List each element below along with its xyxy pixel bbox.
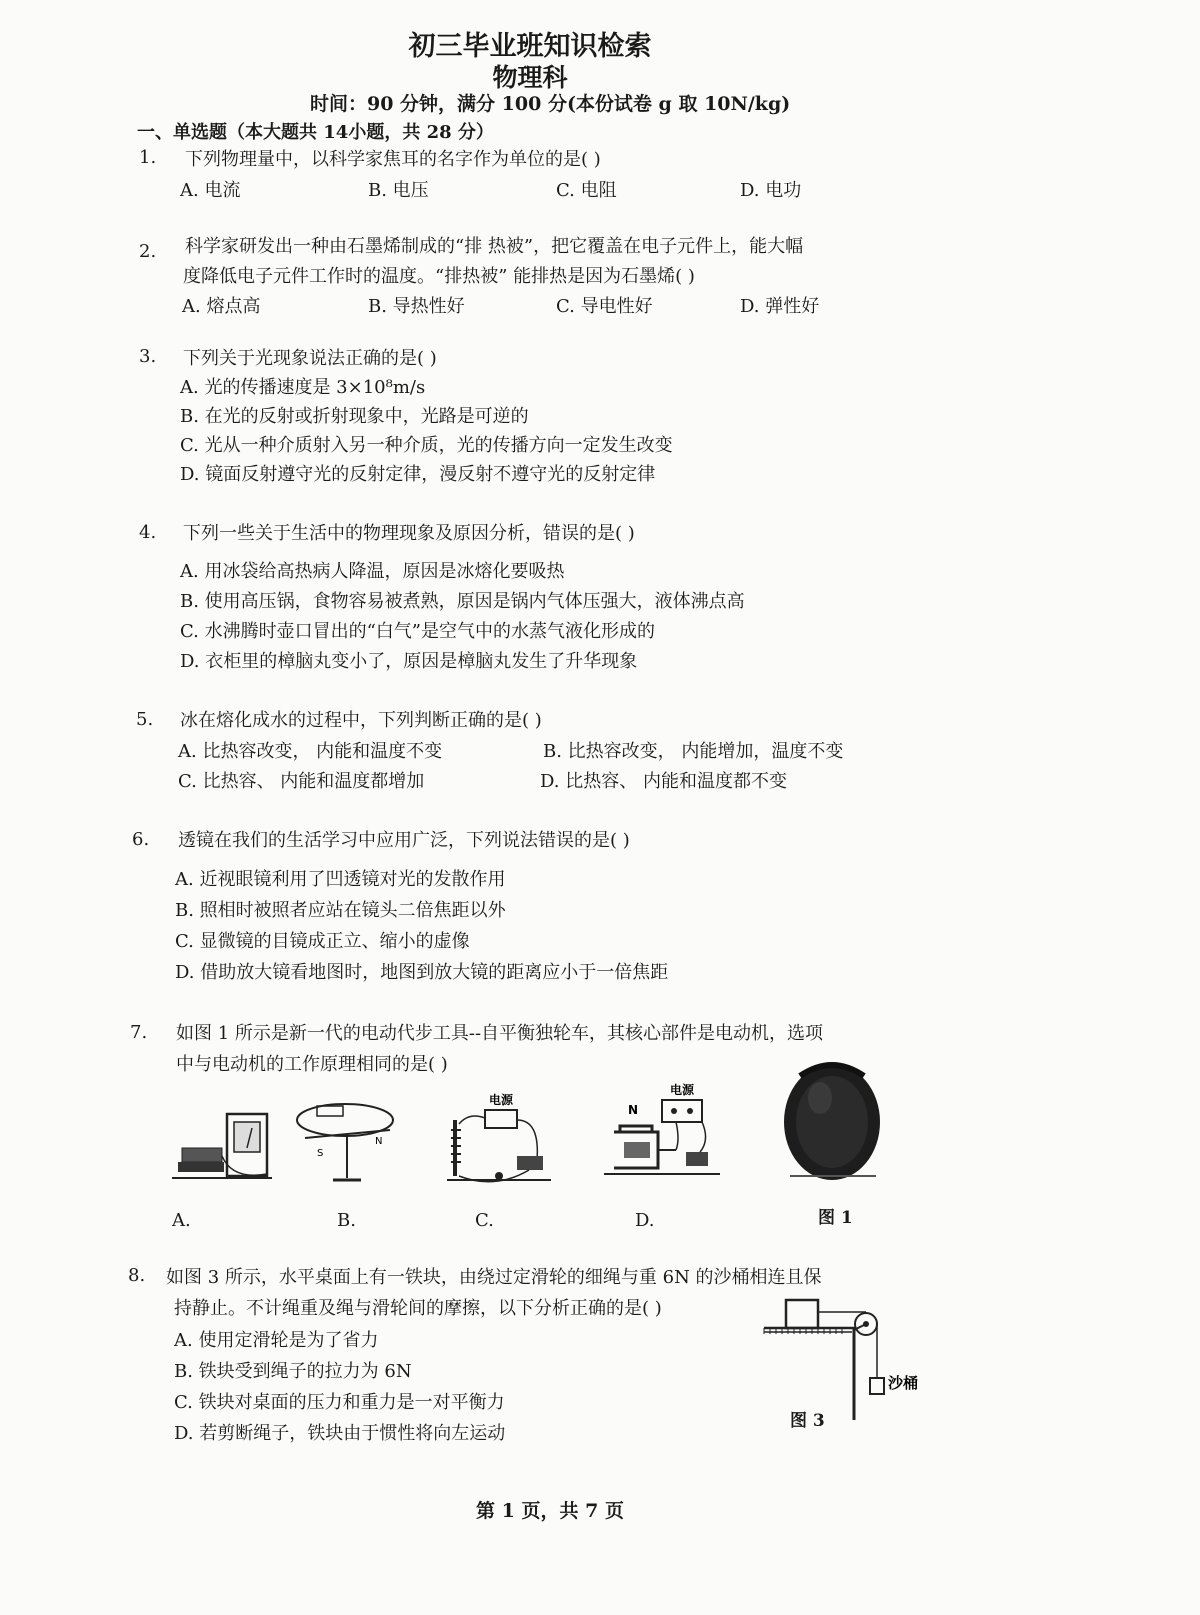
figure-option-b [295, 1098, 400, 1190]
figure-3-label: 图 3 [790, 1411, 825, 1431]
option-c: C. 导电性好 [556, 296, 653, 317]
option-c: C. 电阻 [556, 180, 617, 201]
option-a: A. 光的传播速度是 3×10⁸m/s [180, 377, 426, 398]
page-footer: 第 1 页，共 7 页 [476, 1500, 624, 1522]
question-number: 7. [130, 1022, 148, 1043]
question-stem: 持静止。不计绳重及绳与滑轮间的摩擦，以下分析正确的是( ) [174, 1298, 662, 1319]
unicycle-figure [780, 1056, 885, 1184]
option-b: B. 照相时被照者应站在镜头二倍焦距以外 [175, 900, 506, 921]
question-stem: 中与电动机的工作原理相同的是( ) [176, 1054, 448, 1075]
exam-info: 时间：90 分钟，满分 100 分(本份试卷 g 取 10N/kg) [310, 93, 791, 115]
option-b: B. 铁块受到绳子的拉力为 6N [174, 1361, 412, 1382]
question-stem: 度降低电子元件工作时的温度。“排热被” 能排热是因为石墨烯( ) [183, 266, 695, 287]
option-b: B. 比热容改变， 内能增加，温度不变 [543, 741, 844, 762]
option-d: D. 若剪断绳子，铁块由于惯性将向左运动 [174, 1423, 506, 1444]
option-c: C. 比热容、 内能和温度都增加 [178, 771, 425, 792]
option-d: D. 比热容、 内能和温度都不变 [540, 771, 787, 792]
exam-subject: 物理科 [492, 63, 568, 92]
question-number: 3. [139, 346, 157, 367]
option-a: A. [172, 1210, 191, 1231]
question-stem: 下列物理量中，以科学家焦耳的名字作为单位的是( ) [185, 149, 601, 170]
figure-north-label: N [628, 1103, 639, 1117]
option-b: B. [337, 1210, 356, 1231]
option-a: A. 用冰袋给高热病人降温，原因是冰熔化要吸热 [180, 561, 565, 582]
option-b: B. 电压 [368, 180, 429, 201]
svg-text:S: S [317, 1148, 324, 1159]
question-number: 1. [139, 147, 157, 168]
svg-text:N: N [375, 1136, 383, 1147]
option-d: D. 电功 [740, 180, 802, 201]
option-a: A. 熔点高 [182, 296, 261, 317]
option-c: C. 水沸腾时壶口冒出的“白气”是空气中的水蒸气液化形成的 [180, 621, 655, 642]
figure-1-label: 图 1 [818, 1208, 853, 1228]
exam-title: 初三毕业班知识检索 [408, 31, 652, 62]
option-d: D. [635, 1210, 655, 1231]
option-b: B. 导热性好 [368, 296, 465, 317]
option-a: A. 比热容改变， 内能和温度不变 [178, 741, 443, 762]
option-c: C. 光从一种介质射入另一种介质，光的传播方向一定发生改变 [180, 435, 673, 456]
option-a: A. 使用定滑轮是为了省力 [174, 1330, 379, 1351]
figure-option-c [445, 1090, 555, 1190]
pulley-figure [760, 1296, 935, 1426]
option-d: D. 弹性好 [740, 296, 820, 317]
figure-power-label: 电源 [489, 1093, 514, 1107]
question-stem: 如图 3 所示，水平桌面上有一铁块，由绕过定滑轮的细绳与重 6N 的沙桶相连且保 [166, 1267, 822, 1288]
option-a: A. 电流 [180, 180, 241, 201]
figure-power-label: 电源 [670, 1083, 695, 1097]
option-b: B. 在光的反射或折射现象中，光路是可逆的 [180, 406, 529, 427]
question-stem: 透镜在我们的生活学习中应用广泛，下列说法错误的是( ) [178, 830, 630, 851]
question-number: 8. [128, 1265, 146, 1286]
question-number: 6. [132, 829, 150, 850]
option-d: D. 衣柜里的樟脑丸变小了，原因是樟脑丸发生了升华现象 [180, 651, 638, 672]
option-c: C. [475, 1210, 494, 1231]
figure-option-a [172, 1108, 282, 1188]
question-stem: 如图 1 所示是新一代的电动代步工具--自平衡独轮车，其核心部件是电动机，选项 [176, 1023, 824, 1044]
sand-bucket-label: 沙桶 [888, 1374, 919, 1392]
option-a: A. 近视眼镜利用了凹透镜对光的发散作用 [175, 869, 506, 890]
figure-option-d [600, 1080, 730, 1190]
question-stem: 科学家研发出一种由石墨烯制成的“排 热被”，把它覆盖在电子元件上，能大幅 [185, 236, 804, 257]
option-c: C. 铁块对桌面的压力和重力是一对平衡力 [174, 1392, 505, 1413]
option-d: D. 镜面反射遵守光的反射定律，漫反射不遵守光的反射定律 [180, 464, 656, 485]
question-number: 5. [136, 709, 154, 730]
section-heading: 一、单选题（本大题共 14小题，共 28 分） [137, 122, 494, 143]
question-stem: 下列一些关于生活中的物理现象及原因分析，错误的是( ) [183, 523, 635, 544]
option-c: C. 显微镜的目镜成正立、缩小的虚像 [175, 931, 470, 952]
question-number: 2. [139, 241, 157, 262]
option-d: D. 借助放大镜看地图时，地图到放大镜的距离应小于一倍焦距 [175, 962, 669, 983]
question-stem: 冰在熔化成水的过程中，下列判断正确的是( ) [180, 710, 542, 731]
question-number: 4. [139, 522, 157, 543]
option-b: B. 使用高压锅，食物容易被煮熟，原因是锅内气体压强大，液体沸点高 [180, 591, 745, 612]
question-stem: 下列关于光现象说法正确的是( ) [183, 348, 437, 369]
